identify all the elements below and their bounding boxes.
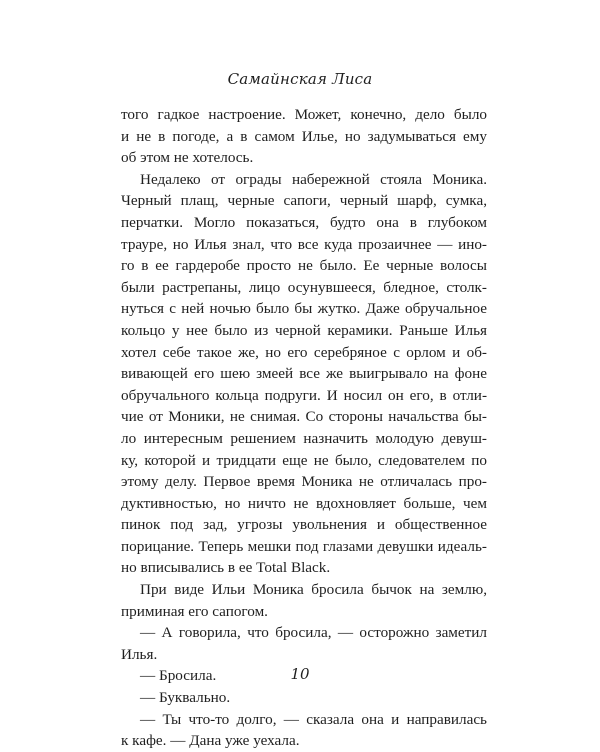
text-line: — Ты что-то долго, — сказала она и направилась xyxy=(140,710,487,728)
text-line: При виде Ильи Моника бросила бычок на землю, xyxy=(140,581,487,599)
text-line: Черный плащ, черные сапоги, черный шарф, сумка, xyxy=(121,192,487,210)
text-line: дуктивностью, но ничто не вдохновляет больше, чем xyxy=(121,494,487,512)
text-line: кольцо у нее было из черной керамики. Раньше Илья xyxy=(121,321,487,339)
text-line: — А говорила, что бросила, — осторожно заметил xyxy=(140,624,487,642)
text-line: Илья. xyxy=(121,645,158,663)
text-line: обручального кольца подруги. И носил он его, в отли- xyxy=(121,386,487,404)
text-line: порицание. Теперь мешки под глазами девушки идеаль- xyxy=(121,537,487,555)
text-line: трауре, но Илья знал, что все куда прозаичнее — ино- xyxy=(121,235,487,253)
text-line: ку, которой и тридцати еще не было, следователем по xyxy=(121,451,487,469)
text-line: чие от Моники, не снимая. Со стороны начальства бы- xyxy=(121,408,487,426)
text-line: того гадкое настроение. Может, конечно, дело было xyxy=(121,106,487,123)
body-text xyxy=(121,104,487,752)
text-line: пинок под зад, угрозы увольнения и общественное xyxy=(121,516,487,534)
text-line: вивающей его шею змеей все же выигрывало на фоне xyxy=(121,365,487,383)
text-line: были растрепаны, лицо осунувшееся, бледное, столк- xyxy=(121,278,487,296)
text-line: и не в погоде, а в самом Илье, но задумываться ему xyxy=(121,127,487,145)
text-line: перчатки. Могло показаться, будто она в глубоком xyxy=(121,213,487,231)
page-number: 10 xyxy=(290,665,310,683)
text-line: но вписывались в ее Total Black. xyxy=(121,559,331,577)
text-line: го в ее гардеробе просто не было. Ее черные волосы xyxy=(121,257,487,275)
text-line: приминая его сапогом. xyxy=(121,602,268,620)
text-line: Недалеко от ограды набережной стояла Моника. xyxy=(140,170,487,188)
text-line: нуться с ней ночью было бы жутко. Даже обручальное xyxy=(121,300,487,318)
text-line: к кафе. — Дана уже уехала. xyxy=(121,732,300,750)
text-line: хотел себе такое же, но его серебряное с орлом и об- xyxy=(121,343,487,361)
running-head: Самайнская Лиса xyxy=(227,70,373,88)
text-line: — Бросила. xyxy=(140,667,217,685)
text-line: этому делу. Первое время Моника не отличалась про- xyxy=(121,473,487,491)
text-line: — Буквально. xyxy=(140,689,231,707)
text-line: об этом не хотелось. xyxy=(121,149,254,167)
text-line: ло интересным решением назначить молодую девуш- xyxy=(121,429,487,447)
